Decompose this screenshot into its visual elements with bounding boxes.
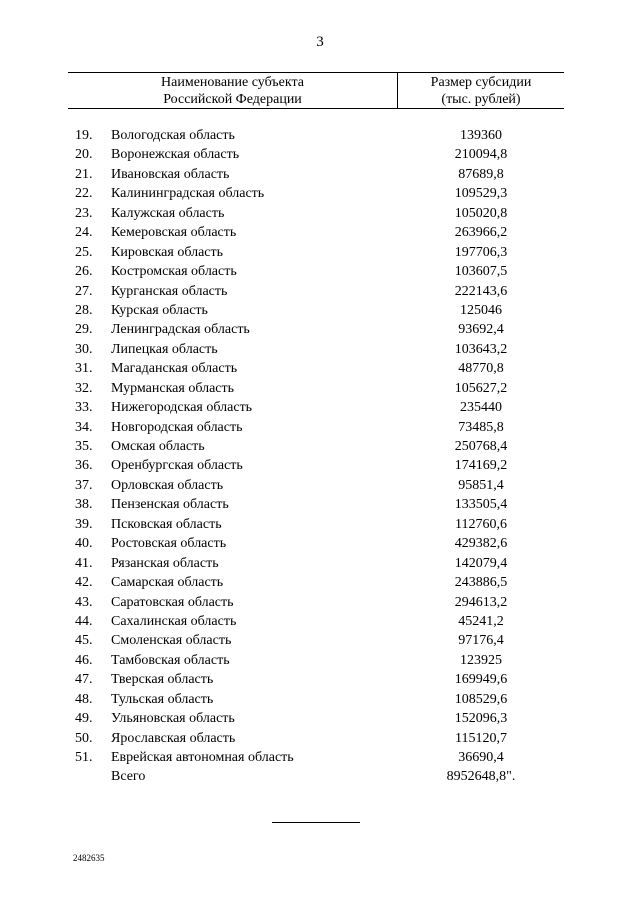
subsidy-amount: 105627,2 bbox=[454, 380, 508, 396]
subject-name: Смоленская область bbox=[111, 633, 232, 649]
row-number: 39. bbox=[75, 516, 93, 532]
column-header-subject bbox=[68, 74, 397, 108]
table-row bbox=[0, 534, 640, 553]
row-number: 42. bbox=[75, 575, 93, 591]
table-row bbox=[0, 709, 640, 728]
subsidy-amount: 429382,6 bbox=[454, 536, 508, 552]
subject-name: Новгородская область bbox=[111, 419, 243, 435]
table-row bbox=[0, 748, 640, 767]
table-row bbox=[0, 145, 640, 164]
table-row bbox=[0, 320, 640, 339]
subsidy-amount: 115120,7 bbox=[455, 730, 507, 746]
subsidy-amount: 197706,3 bbox=[454, 244, 508, 260]
subsidy-amount: 152096,3 bbox=[454, 711, 508, 727]
subsidy-amount: 48770,8 bbox=[458, 361, 504, 377]
table-row bbox=[0, 437, 640, 456]
row-number: 27. bbox=[75, 283, 93, 299]
row-number: 49. bbox=[75, 711, 93, 727]
subject-name: Тверская область bbox=[111, 672, 214, 688]
subsidy-amount: 250768,4 bbox=[454, 439, 508, 454]
row-number: 35. bbox=[75, 439, 93, 454]
subject-name: Воронежская область bbox=[111, 147, 240, 163]
column-header-subject-line2: Российской Федерации bbox=[163, 92, 302, 107]
end-rule bbox=[272, 822, 360, 823]
table-row bbox=[0, 495, 640, 514]
row-number: 36. bbox=[75, 458, 93, 474]
row-number: 22. bbox=[75, 186, 93, 202]
subsidy-amount: 133505,4 bbox=[454, 497, 508, 513]
table-row bbox=[0, 359, 640, 378]
row-number: 29. bbox=[75, 322, 93, 338]
row-number: 47. bbox=[75, 672, 93, 688]
subsidy-amount: 123925 bbox=[460, 652, 502, 668]
subject-name: Кемеровская область bbox=[111, 225, 237, 241]
subject-name: Еврейская автономная область bbox=[111, 750, 294, 765]
subject-name: Тамбовская область bbox=[111, 652, 230, 668]
subject-name: Курганская область bbox=[111, 283, 228, 299]
column-header-subject-line1: Наименование субъекта bbox=[161, 75, 304, 90]
subject-name: Сахалинская область bbox=[111, 613, 237, 629]
document-code: 2482635 bbox=[73, 853, 105, 863]
subsidy-amount: 36690,4 bbox=[458, 750, 504, 765]
row-number: 37. bbox=[75, 477, 93, 493]
table-row bbox=[0, 379, 640, 398]
subsidy-amount: 263966,2 bbox=[454, 225, 508, 241]
table-row bbox=[0, 573, 640, 592]
row-number: 51. bbox=[75, 750, 93, 765]
table-row bbox=[0, 301, 640, 320]
subsidy-amount: 93692,4 bbox=[458, 322, 504, 338]
subject-name: Псковская область bbox=[111, 516, 222, 532]
table-row bbox=[0, 612, 640, 631]
subsidy-amount: 243886,5 bbox=[454, 575, 508, 591]
subject-name: Рязанская область bbox=[111, 555, 219, 571]
row-number: 26. bbox=[75, 264, 93, 280]
page-number: 3 bbox=[316, 34, 324, 50]
row-number: 50. bbox=[75, 730, 93, 746]
subsidy-amount: 45241,2 bbox=[458, 613, 504, 629]
row-number: 31. bbox=[75, 361, 93, 377]
row-number: 33. bbox=[75, 400, 93, 416]
row-number: 25. bbox=[75, 244, 93, 260]
row-number: 44. bbox=[75, 613, 93, 629]
table-row bbox=[0, 184, 640, 203]
subsidy-amount: 294613,2 bbox=[454, 594, 508, 610]
subject-name: Самарская область bbox=[111, 575, 224, 591]
subject-name: Курская область bbox=[111, 302, 208, 318]
table-header-bottom-rule bbox=[68, 108, 564, 109]
subject-name: Кировская область bbox=[111, 244, 224, 260]
table-row bbox=[0, 262, 640, 281]
total-label: Всего bbox=[111, 769, 146, 785]
row-number: 41. bbox=[75, 555, 93, 571]
table-row bbox=[0, 729, 640, 748]
table-row bbox=[0, 631, 640, 650]
table-row bbox=[0, 340, 640, 359]
row-number: 46. bbox=[75, 652, 93, 668]
row-number: 24. bbox=[75, 225, 93, 241]
column-header-amount-line2: (тыс. рублей) bbox=[441, 92, 521, 107]
subject-name: Магаданская область bbox=[111, 361, 238, 377]
subject-name: Ульяновская область bbox=[111, 711, 235, 727]
table-row bbox=[0, 670, 640, 689]
table-row bbox=[0, 223, 640, 242]
table-row bbox=[0, 651, 640, 670]
subject-name: Мурманская область bbox=[111, 380, 235, 396]
row-number: 34. bbox=[75, 419, 93, 435]
column-header-amount bbox=[398, 74, 564, 108]
table-row bbox=[0, 476, 640, 495]
table-row bbox=[0, 204, 640, 223]
subject-name: Омская область bbox=[111, 439, 205, 454]
subsidy-amount: 125046 bbox=[460, 302, 502, 318]
subject-name: Ярославская область bbox=[111, 730, 236, 746]
subject-name: Нижегородская область bbox=[111, 400, 253, 416]
subsidy-amount: 108529,6 bbox=[454, 691, 508, 707]
subsidy-amount: 142079,4 bbox=[454, 555, 508, 571]
table-row bbox=[0, 515, 640, 534]
subject-name: Ивановская область bbox=[111, 166, 230, 182]
table-row bbox=[0, 243, 640, 262]
subsidy-table-body bbox=[0, 126, 640, 787]
subject-name: Ростовская область bbox=[111, 536, 227, 552]
subject-name: Вологодская область bbox=[111, 128, 235, 143]
subsidy-amount: 103643,2 bbox=[454, 341, 508, 357]
subsidy-amount: 103607,5 bbox=[454, 264, 508, 280]
row-number: 43. bbox=[75, 594, 93, 610]
row-number: 19. bbox=[75, 128, 93, 143]
row-number: 38. bbox=[75, 497, 93, 513]
table-row bbox=[0, 165, 640, 184]
row-number: 45. bbox=[75, 633, 93, 649]
subsidy-amount: 112760,6 bbox=[455, 516, 507, 532]
subject-name: Саратовская область bbox=[111, 594, 234, 610]
column-header-amount-line1: Размер субсидии bbox=[430, 75, 532, 90]
subject-name: Калининградская область bbox=[111, 186, 265, 202]
subsidy-amount: 97176,4 bbox=[458, 633, 504, 649]
subject-name: Оренбургская область bbox=[111, 458, 243, 474]
row-number: 30. bbox=[75, 341, 93, 357]
row-number: 20. bbox=[75, 147, 93, 163]
subject-name: Тульская область bbox=[111, 691, 214, 707]
table-row bbox=[0, 554, 640, 573]
row-number: 40. bbox=[75, 536, 93, 552]
subsidy-amount: 139360 bbox=[460, 128, 502, 143]
total-amount: 8952648,8". bbox=[446, 769, 516, 785]
total-row bbox=[0, 767, 640, 786]
subsidy-amount: 210094,8 bbox=[454, 147, 508, 163]
subject-name: Пензенская область bbox=[111, 497, 229, 513]
row-number: 28. bbox=[75, 302, 93, 318]
row-number: 48. bbox=[75, 691, 93, 707]
subject-name: Липецкая область bbox=[111, 341, 218, 357]
table-row bbox=[0, 126, 640, 145]
subsidy-amount: 109529,3 bbox=[454, 186, 508, 202]
subsidy-amount: 87689,8 bbox=[458, 166, 504, 182]
table-row bbox=[0, 593, 640, 612]
table-top-rule bbox=[68, 72, 564, 73]
row-number: 21. bbox=[75, 166, 93, 182]
row-number: 23. bbox=[75, 205, 93, 221]
table-row bbox=[0, 690, 640, 709]
table-row bbox=[0, 456, 640, 475]
subsidy-amount: 169949,6 bbox=[454, 672, 508, 688]
subsidy-amount: 73485,8 bbox=[458, 419, 504, 435]
subsidy-amount: 222143,6 bbox=[454, 283, 508, 299]
table-row bbox=[0, 282, 640, 301]
subsidy-amount: 174169,2 bbox=[454, 458, 508, 474]
subsidy-amount: 105020,8 bbox=[454, 205, 508, 221]
subsidy-amount: 95851,4 bbox=[458, 477, 504, 493]
subject-name: Костромская область bbox=[111, 264, 237, 280]
subject-name: Орловская область bbox=[111, 477, 224, 493]
table-row bbox=[0, 398, 640, 417]
subject-name: Ленинградская область bbox=[111, 322, 250, 338]
table-row bbox=[0, 418, 640, 437]
row-number: 32. bbox=[75, 380, 93, 396]
subject-name: Калужская область bbox=[111, 205, 225, 221]
subsidy-amount: 235440 bbox=[460, 400, 502, 416]
